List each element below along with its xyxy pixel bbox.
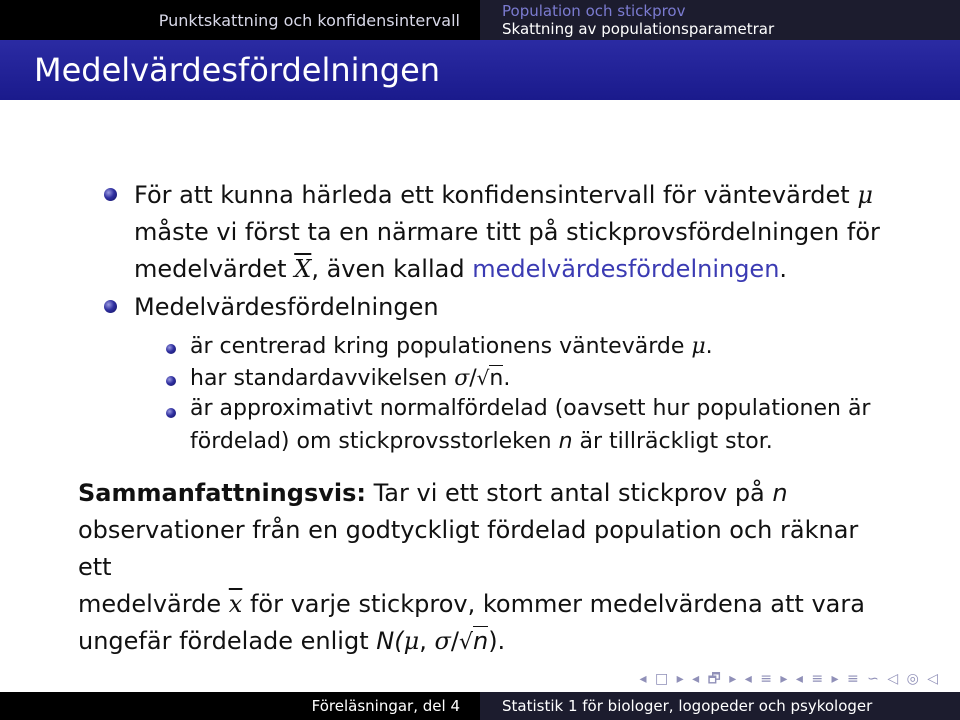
footer-left: Föreläsningar, del 4 (0, 692, 480, 720)
x-bar-symbol: $\overline{X}$ (294, 255, 312, 283)
sub-bullet-icon (166, 408, 176, 418)
navigation-controls[interactable] (640, 668, 940, 692)
frame-title-text: Medelvärdesfördelningen (34, 51, 441, 89)
alert-term: medelvärdesfördelningen (472, 255, 780, 283)
sub-bullet-2: har standardavvikelsen σ/√n. (190, 366, 511, 391)
subsection-nav (480, 0, 960, 40)
sub-bullet-1: är centrerad kring populationens väntevärde μ. (190, 334, 713, 359)
sub-bullet-icon (166, 344, 176, 354)
bullet-icon (104, 188, 117, 201)
summary-label: Sammanfattningsvis: (78, 479, 366, 507)
nav-icons[interactable]: ◂ □ ▸ ◂ 🗗 ▸ ◂ ≡ ▸ ◂ ≡ ▸ ≡ ∽ ◁ ◎ ◁ (639, 671, 940, 687)
headline (0, 0, 960, 40)
frame-title (0, 40, 960, 100)
summary-paragraph: Sammanfattningsvis: Tar vi ett stort antal stickprov på n observationer från en godtyckligt fördelad population och räknar ett medelvärde $\overline{x}$ för varje stickprov, kommer medelvärdena att vara ungefär fördelade enligt N(μ, σ/√n). (78, 479, 865, 655)
footline (0, 692, 960, 720)
sub-bullet-3: är approximativt normalfördelad (oavsett hur populationen är fördelad) om stickprovsstorleken n är tillräckligt stor. (190, 396, 871, 454)
sqrt-n: n (489, 366, 504, 391)
bullet-2: Medelvärdesfördelningen (134, 293, 439, 321)
footer-right: Statistik 1 för biologer, logopeder och psykologer (480, 692, 960, 720)
sub-bullet-icon (166, 376, 176, 386)
mu-symbol: μ (857, 181, 873, 209)
bullet-icon (104, 300, 117, 313)
section-title[interactable]: Punktskattning och konfidensintervall (158, 10, 460, 30)
subsection-item-population[interactable]: Population och stickprov (502, 2, 686, 20)
subsection-item-skattning[interactable]: Skattning av populationsparametrar (502, 20, 775, 38)
bullet-1: För att kunna härleda ett konfidensintervall för väntevärdet μ måste vi först ta en närmare titt på stickprovsfördelningen för medelvärdet $\overline{X}$, även kallad medelvärdesfördelningen. (134, 181, 880, 283)
section-nav[interactable] (0, 0, 480, 40)
